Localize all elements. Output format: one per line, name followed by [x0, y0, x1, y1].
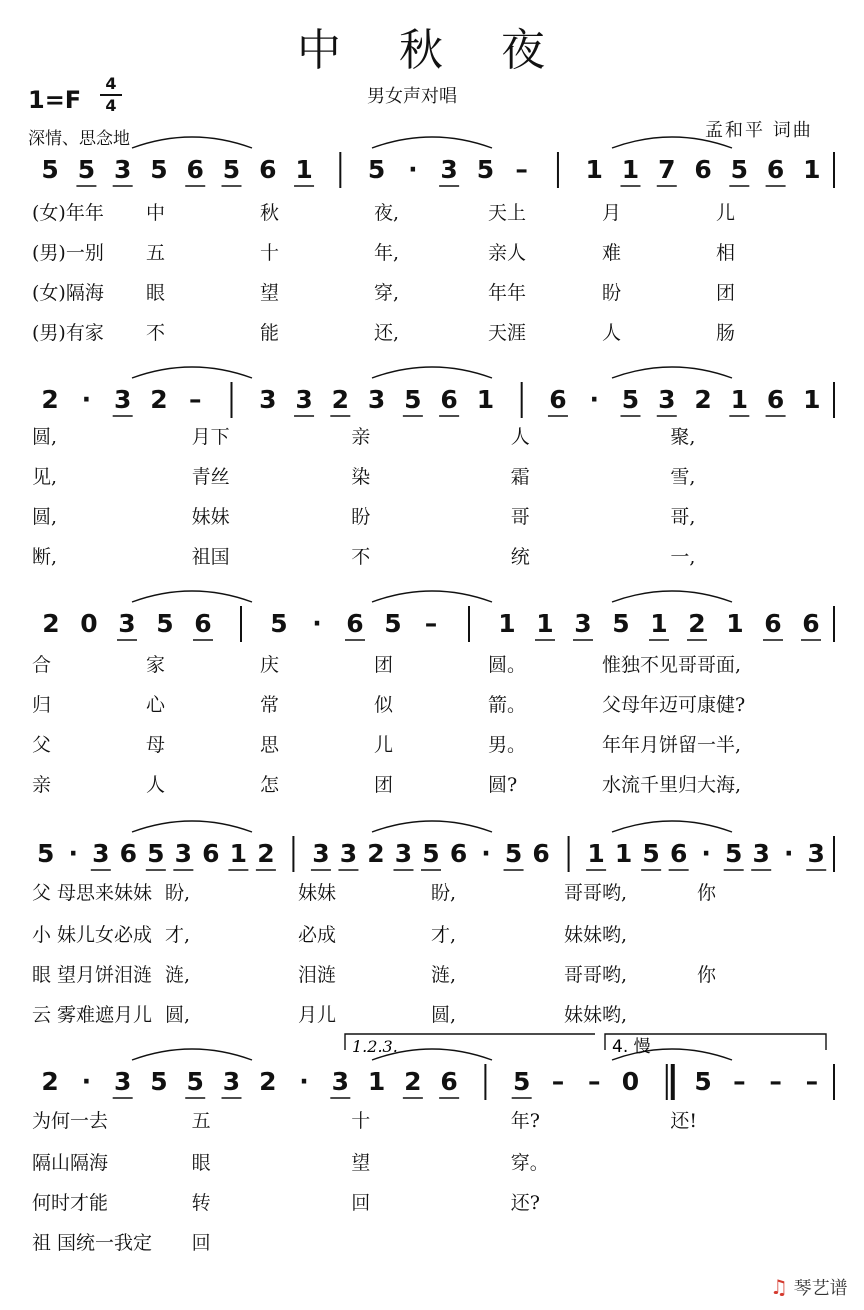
note: 6 — [532, 839, 550, 868]
lyric-syllable: 怎 — [260, 774, 280, 796]
lyric-syllable: 肠 — [716, 322, 736, 344]
lyric-syllable: (女)年年 — [32, 202, 104, 224]
note: · — [68, 839, 79, 868]
note: 1 — [476, 385, 495, 414]
lyric-syllable: 父 母思来妹妹 — [32, 882, 153, 904]
lyric-syllable: 海, — [716, 774, 742, 796]
expression-marking: 深情、思念地 — [28, 129, 130, 149]
lyric-syllable: 难 — [602, 242, 622, 264]
note: 5 — [384, 609, 402, 638]
note: 1 — [536, 609, 554, 638]
lyric-syllable: 亲 — [32, 774, 52, 796]
note: 3 — [367, 385, 386, 414]
note: 3 — [574, 609, 592, 638]
note: 1 — [587, 839, 605, 868]
lyric-syllable: 圆, — [32, 426, 58, 448]
lyric-syllable: 月儿 — [298, 1004, 337, 1026]
lyric-syllable: 父 — [32, 734, 52, 756]
lyric-syllable: 霜 — [510, 466, 530, 488]
note: 5 — [222, 155, 241, 184]
slur — [132, 1049, 252, 1060]
note: 2 — [257, 839, 275, 868]
lyric-syllable: 必成 — [298, 924, 337, 946]
lyric-syllable: 人 — [602, 322, 622, 344]
lyric-syllable: 月下 — [191, 426, 230, 448]
note: 6 — [766, 385, 785, 414]
note: 5 — [37, 839, 55, 868]
lyric-syllable: 涟, — [165, 964, 191, 986]
note: 2 — [41, 1067, 59, 1096]
lyric-syllable: 祖 国统一我定 — [32, 1232, 153, 1254]
note: 3 — [807, 839, 825, 868]
note: 1 — [621, 155, 640, 184]
lyric-syllable: 秋 — [260, 202, 280, 224]
note: 2 — [688, 609, 706, 638]
lyric-syllable: 望 — [351, 1152, 371, 1174]
lyric-syllable: 心 — [146, 694, 166, 716]
subtitle: 男女声对唱 — [367, 86, 457, 107]
lyric-syllable: 中 — [146, 202, 166, 224]
note: 5 — [270, 609, 288, 638]
lyric-syllable: 涟, — [431, 964, 457, 986]
lyric-syllable: 庆 — [260, 654, 280, 676]
note: 6 — [694, 155, 712, 184]
note: 2 — [331, 385, 350, 414]
note: 5 — [367, 155, 386, 184]
slur — [612, 821, 732, 832]
note: 3 — [113, 1067, 132, 1096]
note: · — [81, 385, 92, 414]
note: 5 — [730, 155, 749, 184]
lyric-syllable: 似 — [374, 694, 394, 716]
note: 3 — [113, 385, 132, 414]
note: · — [481, 839, 491, 868]
slur — [372, 137, 492, 148]
lyric-syllable: 妹妹哟, — [564, 924, 628, 946]
lyric-syllable: 惟独不见哥哥 — [602, 654, 717, 676]
lyric-syllable: 天上 — [488, 202, 527, 224]
note: 3 — [658, 385, 676, 414]
lyric-syllable: 你 — [697, 882, 717, 904]
note: 6 — [119, 839, 138, 868]
note: 5 — [621, 385, 640, 414]
note: 6 — [669, 839, 688, 868]
note: – — [424, 609, 438, 638]
note: · — [701, 839, 711, 868]
note: 5 — [77, 155, 96, 184]
lyric-syllable: 圆? — [488, 774, 518, 796]
lyric-syllable: 年年 — [488, 282, 527, 304]
note: – — [188, 385, 202, 414]
note: · — [783, 839, 794, 868]
note: 0 — [621, 1067, 640, 1096]
lyric-syllable: 男。 — [488, 734, 527, 756]
meter-top: 4 — [105, 74, 117, 93]
note: 6 — [194, 609, 212, 638]
lyric-syllable: 还, — [374, 322, 400, 344]
meter-bottom: 4 — [105, 96, 117, 115]
lyric-syllable: 见, — [32, 466, 58, 488]
lyric-syllable: 聚, — [670, 426, 696, 448]
lyric-syllable: 半, — [716, 734, 742, 756]
lyric-syllable: 转 — [191, 1192, 211, 1214]
note: 6 — [202, 839, 220, 868]
lyric-syllable: 祖国 — [191, 546, 230, 568]
lyric-syllable: 团 — [374, 654, 394, 676]
lyric-syllable: 妹妹 — [298, 882, 337, 904]
note: 1 — [498, 609, 516, 638]
note: 1 — [730, 385, 749, 414]
note: 3 — [174, 839, 193, 868]
lyric-syllable: 人 — [510, 426, 530, 448]
note: 3 — [118, 609, 136, 638]
lyric-syllable: 眼 — [146, 282, 166, 304]
slur — [612, 591, 732, 602]
lyric-syllable: 儿 — [716, 202, 736, 224]
note: 2 — [259, 1067, 277, 1096]
note: 2 — [694, 385, 712, 414]
lyric-syllable: 面, — [716, 654, 742, 676]
note: 1 — [295, 155, 313, 184]
note: 3 — [752, 839, 770, 868]
lyric-syllable: 妹妹哟, — [564, 1004, 628, 1026]
note: 1 — [367, 1067, 386, 1096]
note: 5 — [404, 385, 422, 414]
volta-label-1: 1.2.3. — [352, 1037, 398, 1056]
note: 5 — [612, 609, 630, 638]
logo-icon: ♫ — [770, 1275, 788, 1299]
lyric-syllable: 能 — [260, 322, 280, 344]
lyric-syllable: 统 — [510, 546, 530, 568]
lyric-syllable: 十 — [260, 242, 280, 264]
lyric-syllable: 不 — [351, 546, 371, 568]
note: 5 — [504, 839, 523, 868]
note: 3 — [92, 839, 110, 868]
composer-credit: 孟和平 词曲 — [705, 120, 813, 141]
note: 0 — [80, 609, 98, 638]
lyric-syllable: (男)一别 — [32, 242, 104, 264]
lyric-syllable: 回 — [191, 1232, 211, 1254]
lyric-syllable: 水流千里归大 — [602, 774, 717, 796]
note: – — [587, 1067, 601, 1096]
note: 3 — [440, 155, 458, 184]
lyric-syllable: 十 — [351, 1110, 371, 1132]
lyric-syllable: 人 — [146, 774, 166, 796]
note: 1 — [650, 609, 668, 638]
note: 1 — [726, 609, 744, 638]
note: 3 — [312, 839, 330, 868]
note: 6 — [346, 609, 364, 638]
lyric-syllable: 还? — [510, 1192, 540, 1214]
note: · — [312, 609, 322, 638]
lyric-syllable: 儿 — [374, 734, 394, 756]
slur — [132, 591, 252, 602]
volta-label-2: 4. 慢 — [612, 1037, 651, 1057]
note: 5 — [512, 1067, 531, 1096]
lyric-syllable: 年, — [374, 242, 400, 264]
slur — [372, 367, 492, 378]
lyric-syllable: 常 — [260, 694, 280, 716]
lyric-syllable: 圆, — [32, 506, 58, 528]
lyric-syllable: 隔山隔海 — [32, 1152, 109, 1174]
note: 5 — [147, 839, 165, 868]
note: 5 — [186, 1067, 204, 1096]
lyric-syllable: 眼 望月饼泪涟 — [32, 964, 153, 986]
note: 3 — [339, 839, 358, 868]
lyric-syllable: 相 — [716, 242, 736, 264]
note: · — [408, 155, 418, 184]
lyric-syllable: 归 — [32, 694, 52, 716]
note: 6 — [440, 385, 458, 414]
lyric-syllable: 一, — [670, 546, 696, 568]
slur — [132, 821, 252, 832]
lyric-syllable: 母 — [146, 734, 166, 756]
lyric-syllable: 盼, — [165, 882, 191, 904]
note: 5 — [422, 839, 440, 868]
lyric-syllable: 圆, — [165, 1004, 191, 1026]
note: 1 — [229, 839, 248, 868]
lyric-syllable: 雪, — [670, 466, 696, 488]
slur — [372, 821, 492, 832]
note: 3 — [331, 1067, 350, 1096]
slur — [132, 137, 252, 148]
note: 3 — [113, 155, 132, 184]
lyric-syllable: 回 — [351, 1192, 371, 1214]
note: – — [733, 1067, 746, 1096]
note: 2 — [150, 385, 168, 414]
lyric-syllable: 圆。 — [488, 654, 527, 676]
lyric-syllable: 夜, — [374, 202, 400, 224]
lyric-syllable: 哥, — [670, 506, 696, 528]
lyric-syllable: 才, — [431, 924, 457, 946]
lyric-syllable: 思 — [260, 734, 280, 756]
lyric-syllable: 合 — [32, 654, 52, 676]
note: 7 — [658, 155, 676, 184]
lyric-syllable: 盼, — [431, 882, 457, 904]
lyric-syllable: 不 — [146, 322, 166, 344]
lyric-syllable: 还! — [670, 1110, 698, 1132]
note: 5 — [41, 155, 59, 184]
lyric-syllable: 青丝 — [191, 466, 230, 488]
logo-text: 琴艺谱 — [793, 1278, 848, 1299]
note: 3 — [259, 385, 277, 414]
note: – — [805, 1067, 819, 1096]
lyric-syllable: 断, — [32, 546, 58, 568]
note: 2 — [42, 609, 60, 638]
lyric-syllable: 染 — [351, 466, 371, 488]
note: 2 — [404, 1067, 422, 1096]
lyric-syllable: 眼 — [191, 1152, 211, 1174]
lyric-syllable: 泪涟 — [298, 964, 337, 986]
lyric-syllable: 望 — [260, 282, 280, 304]
slur — [612, 367, 732, 378]
slur — [372, 591, 492, 602]
lyric-syllable: 五 — [191, 1110, 211, 1132]
lyric-syllable: 团 — [716, 282, 736, 304]
note: · — [589, 385, 599, 414]
note: – — [551, 1067, 565, 1096]
lyric-syllable: 圆, — [431, 1004, 457, 1026]
lyric-syllable: 月 — [602, 202, 622, 224]
note: 6 — [186, 155, 204, 184]
lyric-syllable: 你 — [697, 964, 717, 986]
note: – — [769, 1067, 782, 1096]
lyric-syllable: (男)有家 — [32, 322, 104, 344]
lyric-syllable: 哥 — [510, 506, 530, 528]
lyric-syllable: 年年月饼留一 — [602, 734, 717, 756]
page-title: 中 秋 夜 — [297, 25, 567, 76]
note: 5 — [150, 155, 168, 184]
lyric-syllable: 健? — [716, 694, 746, 716]
note: 5 — [724, 839, 743, 868]
lyric-syllable: 穿。 — [510, 1152, 549, 1174]
lyric-syllable: 为何一去 — [32, 1110, 109, 1132]
note: 1 — [585, 155, 603, 184]
lyric-syllable: 五 — [146, 242, 166, 264]
lyric-syllable: 盼 — [602, 282, 622, 304]
note: 3 — [222, 1067, 241, 1096]
note: 6 — [449, 839, 468, 868]
lyric-syllable: 亲人 — [488, 242, 527, 264]
lyric-syllable: 妹妹 — [191, 506, 230, 528]
note: 5 — [156, 609, 174, 638]
lyric-syllable: (女)隔海 — [32, 282, 104, 304]
note: · — [299, 1067, 309, 1096]
note: 6 — [766, 155, 785, 184]
lyric-syllable: 才, — [165, 924, 191, 946]
note: – — [515, 155, 528, 184]
note: 6 — [764, 609, 782, 638]
note: 5 — [476, 155, 495, 184]
lyric-syllable: 家 — [146, 654, 166, 676]
key-signature: 1=F — [28, 86, 82, 114]
note: 6 — [259, 155, 277, 184]
lyric-syllable: 盼 — [351, 506, 371, 528]
lyric-syllable: 天涯 — [488, 322, 527, 344]
note: 5 — [150, 1067, 168, 1096]
note: 1 — [614, 839, 633, 868]
note: 1 — [803, 155, 821, 184]
note: 5 — [694, 1067, 712, 1096]
note: 3 — [295, 385, 313, 414]
lyric-syllable: 团 — [374, 774, 394, 796]
lyric-syllable: 云 雾难遮月儿 — [32, 1004, 153, 1026]
note: 6 — [440, 1067, 458, 1096]
note: · — [81, 1067, 92, 1096]
lyric-syllable: 穿, — [374, 282, 400, 304]
lyric-syllable: 箭。 — [488, 694, 527, 716]
note: 5 — [642, 839, 660, 868]
lyric-syllable: 小 妹儿女必成 — [32, 924, 153, 946]
note: 6 — [802, 609, 820, 638]
note: 3 — [394, 839, 413, 868]
lyric-syllable: 亲 — [351, 426, 371, 448]
lyric-syllable: 哥哥哟, — [564, 964, 628, 986]
lyric-syllable: 父母年迈可康 — [602, 694, 717, 716]
site-logo — [770, 1274, 848, 1300]
lyric-syllable: 何时才能 — [32, 1192, 109, 1214]
slur — [612, 137, 732, 148]
note: 2 — [367, 839, 385, 868]
note: 2 — [41, 385, 59, 414]
note: 1 — [803, 385, 821, 414]
lyric-syllable: 年? — [510, 1110, 540, 1132]
slur — [132, 367, 252, 378]
lyric-syllable: 哥哥哟, — [564, 882, 628, 904]
note: 6 — [549, 385, 567, 414]
